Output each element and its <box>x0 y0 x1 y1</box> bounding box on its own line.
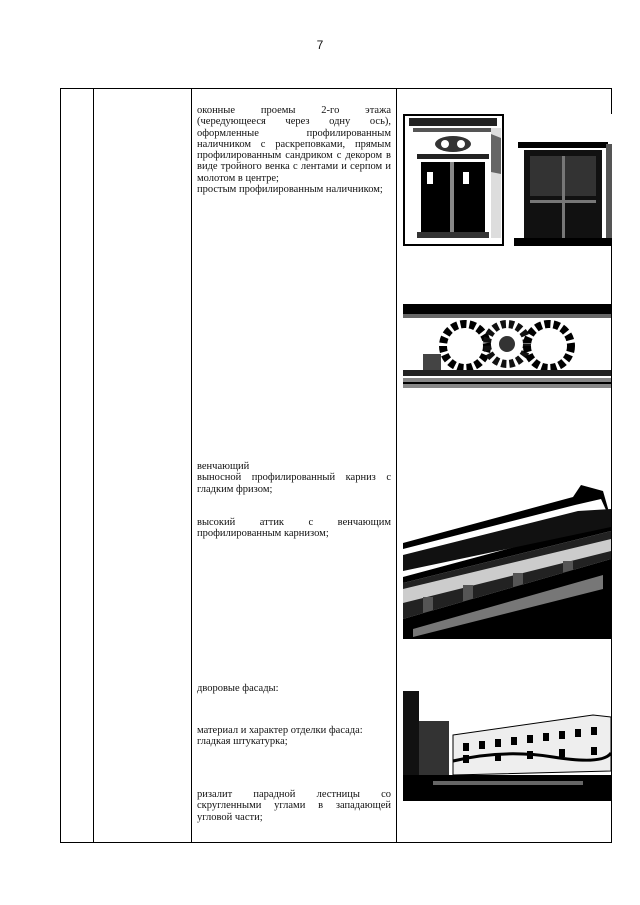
text-line: венчающий <box>197 461 250 472</box>
courtyard-facade-photo <box>403 691 611 801</box>
window-with-pediment-photo <box>403 114 504 246</box>
cornice-attic-photo <box>403 479 611 639</box>
column-divider <box>93 89 94 842</box>
text-line: гладкая штукатурка; <box>197 736 288 748</box>
description-table <box>60 88 612 843</box>
text-attic <box>197 517 391 540</box>
column-divider <box>191 89 192 842</box>
text-windows-2nd-floor <box>197 105 391 195</box>
text-line: материал и характер отделки фасада: <box>197 725 363 736</box>
text-line: высокий аттик с венчающим профилированным карнизом; <box>197 517 391 540</box>
text-line: дворовые фасады: <box>197 683 279 694</box>
text-crowning-cornice <box>197 461 391 495</box>
page-number: 7 <box>316 38 324 52</box>
simple-window-photo <box>510 114 613 246</box>
text-line: выносной профилированный карниз с гладким фризом; <box>197 472 391 495</box>
text-facade-finish <box>197 725 391 748</box>
text-line: оконные проемы 2-го этажа (чередующееся через одну ось), оформленные профилированным наличником с раскреповками, прямым профилированным сандриком с декором в виде тройного венка с лентами и серпом и молотом в центре; <box>197 105 391 184</box>
text-line: ризалит парадной лестницы со скругленными углами в западающей угловой части; <box>197 789 391 823</box>
text-staircase-risalit <box>197 789 391 823</box>
text-line: простым профилированным наличником; <box>197 184 383 196</box>
text-courtyard-facades <box>197 683 391 694</box>
triple-wreath-decor-photo <box>403 304 611 388</box>
column-divider <box>396 89 397 842</box>
